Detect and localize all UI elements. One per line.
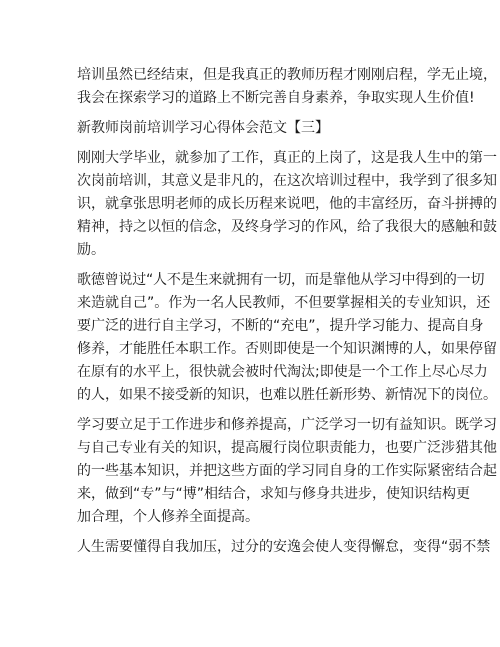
paragraph-1 — [77, 147, 497, 262]
paragraph-gap — [77, 140, 427, 147]
text-line: 人生需要懂得自我加压，过分的安逸会使人变得懈怠，变得“弱不禁 — [77, 539, 491, 555]
text-line: 培训虽然已经结束，但是我真正的教师历程才刚刚启程，学无止境， — [77, 67, 497, 83]
paragraph-gap — [77, 262, 427, 269]
section-title: 新教师岗前培训学习心得体会范文【三】 — [77, 120, 329, 136]
text-line: 励。 — [77, 242, 105, 258]
text-line: 在原有的水平上，很快就会被时代淘汰;即使是一个工作上尽心尽力 — [77, 364, 488, 380]
text-line: 识，就拿张思明老师的成长历程来说吧，他的丰富经历，奋斗拼搏的 — [77, 196, 497, 212]
text-line: 学习要立足于工作进步和修养提高，广泛学习一切有益知识。既学习 — [77, 417, 497, 433]
paragraph-gap — [77, 407, 427, 414]
text-line: 与自己专业有关的知识，提高履行岗位职责能力，也要广泛涉猎其他 — [77, 440, 497, 456]
text-line: 来，做到“专”与“博”相结合，求知与修身共进步，使知识结构更 — [77, 486, 471, 502]
text-line: 次岗前培训，其意义是非凡的，在这次培训过程中，我学到了很多知 — [77, 173, 497, 189]
text-line: 来造就自己”。作为一名人民教师，不但要掌握相关的专业知识，还 — [77, 295, 491, 311]
paragraph-2 — [77, 269, 497, 407]
text-line: 修养，才能胜任本职工作。否则即使是一个知识渊博的人，如果停留 — [77, 341, 497, 357]
text-line: 刚刚大学毕业，就参加了工作，真正的上岗了，这是我人生中的第一 — [77, 150, 497, 166]
paragraph-gap — [77, 110, 427, 117]
text-line: 精神，持之以恒的信念，及终身学习的作风，给了我很大的感触和鼓 — [77, 219, 497, 235]
text-line: 加合理，个人修养全面提高。 — [77, 509, 259, 525]
text-line: 歌德曾说过“人不是生来就拥有一切，而是靠他从学习中得到的一切 — [77, 272, 485, 288]
paragraph-gap — [77, 529, 427, 536]
text-line: 的一些基本知识，并把这些方面的学习同自身的工作实际紧密结合起 — [77, 463, 497, 479]
text-line: 的人，如果不接受新的知识，也难以胜任新形势、新情况下的岗位。 — [77, 387, 497, 403]
paragraph-3 — [77, 414, 497, 529]
intro-paragraph — [77, 64, 497, 110]
text-line: 要广泛的进行自主学习，不断的“充电”，提升学习能力、提高自身 — [77, 318, 484, 334]
text-line: 我会在探索学习的道路上不断完善自身素养，争取实现人生价值! — [77, 90, 475, 106]
document-body — [77, 64, 497, 559]
paragraph-4 — [77, 536, 491, 559]
